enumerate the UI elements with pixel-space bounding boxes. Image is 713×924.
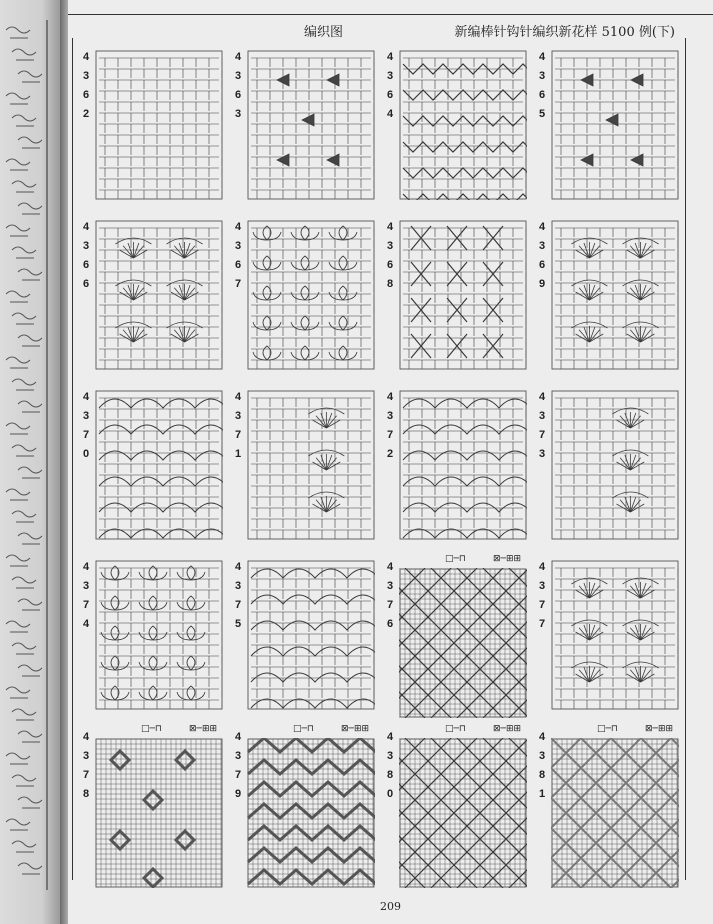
pattern-number-digit: 7 — [538, 429, 546, 441]
header-section-title: 编织图 — [304, 25, 344, 40]
pattern-number — [385, 728, 395, 804]
pattern-number — [537, 558, 547, 634]
pattern-number — [81, 728, 91, 804]
pattern-number-digit: 4 — [538, 221, 546, 233]
pattern-number-digit: 4 — [386, 391, 394, 403]
legend-open-symbol: □─⊓ — [141, 724, 162, 734]
pattern-number-digit: 4 — [234, 51, 242, 63]
pattern-number-digit: 7 — [234, 278, 242, 290]
pattern-number-digit: 3 — [538, 70, 546, 82]
pattern-number-digit: 4 — [538, 391, 546, 403]
crochet-chart — [95, 560, 223, 710]
crochet-chart — [95, 738, 223, 888]
pattern-number — [385, 218, 395, 294]
pattern-number — [233, 558, 243, 634]
pattern-4363 — [233, 44, 381, 212]
legend-filled-symbol: ⊠─⊞⊞ — [189, 724, 218, 734]
crochet-chart — [551, 560, 679, 710]
pattern-number-digit: 6 — [234, 259, 242, 271]
pattern-4374 — [81, 554, 229, 722]
pattern-number-digit: 7 — [82, 599, 90, 611]
pattern-number-digit: 7 — [234, 429, 242, 441]
pattern-number-digit: 3 — [538, 580, 546, 592]
pattern-number-digit: 1 — [234, 448, 242, 460]
pattern-number-digit: 7 — [386, 429, 394, 441]
pattern-4364 — [385, 44, 533, 212]
pattern-number-digit: 3 — [234, 410, 242, 422]
pattern-number-digit: 0 — [386, 788, 394, 800]
pattern-number-digit: 3 — [386, 240, 394, 252]
pattern-number-digit: 4 — [234, 561, 242, 573]
pattern-number-digit: 6 — [386, 259, 394, 271]
pattern-number — [537, 218, 547, 294]
pattern-number-digit: 5 — [234, 618, 242, 630]
pattern-number — [537, 48, 547, 124]
pattern-number-digit: 3 — [538, 448, 546, 460]
pattern-4371 — [233, 384, 381, 552]
crochet-chart — [95, 50, 223, 200]
pattern-number-digit: 7 — [538, 618, 546, 630]
pattern-number-digit: 6 — [538, 89, 546, 101]
pattern-4381 — [537, 724, 685, 892]
pattern-number-digit: 4 — [234, 731, 242, 743]
pattern-number-digit: 4 — [386, 108, 394, 120]
pattern-4376 — [385, 554, 533, 722]
pattern-number-digit: 3 — [538, 750, 546, 762]
pattern-4378 — [81, 724, 229, 892]
pattern-number-digit: 3 — [386, 750, 394, 762]
crochet-chart — [551, 390, 679, 540]
pattern-number-digit: 6 — [538, 259, 546, 271]
pattern-number-digit: 3 — [234, 580, 242, 592]
pattern-number-digit: 6 — [386, 89, 394, 101]
pattern-number-digit: 7 — [234, 769, 242, 781]
pattern-number-digit: 4 — [82, 221, 90, 233]
page-number: 209 — [380, 900, 401, 913]
pattern-number-digit: 6 — [82, 89, 90, 101]
pattern-number-digit: 8 — [386, 278, 394, 290]
pattern-number — [81, 388, 91, 464]
pattern-number-digit: 4 — [82, 51, 90, 63]
pattern-number-digit: 6 — [386, 618, 394, 630]
pattern-4379 — [233, 724, 381, 892]
pattern-number — [537, 388, 547, 464]
pattern-number-digit: 3 — [234, 240, 242, 252]
pattern-number-digit: 3 — [386, 70, 394, 82]
pattern-number-digit: 4 — [234, 391, 242, 403]
crochet-chart — [247, 390, 375, 540]
legend-filled-symbol: ⊠─⊞⊞ — [493, 554, 522, 564]
pattern-number-digit: 3 — [82, 240, 90, 252]
pattern-4377 — [537, 554, 685, 722]
legend-filled-symbol: ⊠─⊞⊞ — [341, 724, 370, 734]
pattern-number-digit: 4 — [386, 561, 394, 573]
crochet-chart — [95, 390, 223, 540]
pattern-4373 — [537, 384, 685, 552]
pattern-number — [233, 218, 243, 294]
pattern-number-digit: 4 — [538, 561, 546, 573]
pattern-number-digit: 9 — [538, 278, 546, 290]
pattern-number-digit: 3 — [234, 108, 242, 120]
crochet-chart — [399, 390, 527, 540]
crochet-chart — [247, 50, 375, 200]
crochet-chart — [551, 220, 679, 370]
crochet-chart — [551, 738, 679, 888]
crochet-chart — [399, 50, 527, 200]
legend-open-symbol: □─⊓ — [597, 724, 618, 734]
pattern-number-digit: 6 — [234, 89, 242, 101]
pattern-number-digit: 0 — [82, 448, 90, 460]
pattern-number-digit: 2 — [386, 448, 394, 460]
pattern-number — [81, 218, 91, 294]
pattern-number-digit: 3 — [82, 750, 90, 762]
pattern-number — [385, 558, 395, 634]
crochet-chart — [399, 220, 527, 370]
legend-open-symbol: □─⊓ — [445, 554, 466, 564]
pattern-4375 — [233, 554, 381, 722]
crochet-chart — [247, 738, 375, 888]
pattern-number — [233, 48, 243, 124]
pattern-number-digit: 3 — [386, 580, 394, 592]
pattern-number-digit: 4 — [386, 731, 394, 743]
pattern-number-digit: 3 — [538, 240, 546, 252]
crochet-chart — [399, 738, 527, 888]
pattern-number-digit: 4 — [234, 221, 242, 233]
pattern-number-digit: 3 — [82, 580, 90, 592]
pattern-4369 — [537, 214, 685, 382]
left-page-chart-fragment — [0, 0, 60, 924]
pattern-number-digit: 4 — [386, 51, 394, 63]
pattern-number-digit: 6 — [82, 278, 90, 290]
pattern-number-digit: 8 — [538, 769, 546, 781]
pattern-number-digit: 3 — [82, 70, 90, 82]
pattern-number-digit: 7 — [538, 599, 546, 611]
pattern-4368 — [385, 214, 533, 382]
pattern-number — [385, 48, 395, 124]
pattern-number-digit: 7 — [234, 599, 242, 611]
pattern-4367 — [233, 214, 381, 382]
pattern-number — [385, 388, 395, 464]
pattern-number-digit: 1 — [538, 788, 546, 800]
pattern-number — [81, 558, 91, 634]
pattern-4366 — [81, 214, 229, 382]
pattern-number-digit: 7 — [82, 769, 90, 781]
pattern-4362 — [81, 44, 229, 212]
pattern-4370 — [81, 384, 229, 552]
pattern-number-digit: 4 — [82, 561, 90, 573]
pattern-number — [233, 728, 243, 804]
legend-open-symbol: □─⊓ — [293, 724, 314, 734]
pattern-number-digit: 5 — [538, 108, 546, 120]
pattern-number-digit: 3 — [234, 70, 242, 82]
pattern-number-digit: 4 — [82, 618, 90, 630]
pattern-number — [233, 388, 243, 464]
pattern-4365 — [537, 44, 685, 212]
pattern-number-digit: 7 — [82, 429, 90, 441]
crochet-chart — [247, 560, 375, 710]
pattern-number-digit: 4 — [386, 221, 394, 233]
pattern-4380 — [385, 724, 533, 892]
pattern-number-digit: 3 — [538, 410, 546, 422]
pattern-number-digit: 4 — [538, 731, 546, 743]
header-book-title: 新编棒针钩针编织新花样 5100 例(下) — [454, 25, 675, 40]
pattern-number-digit: 2 — [82, 108, 90, 120]
pattern-number-digit: 7 — [386, 599, 394, 611]
pattern-number-digit: 9 — [234, 788, 242, 800]
pattern-number-digit: 3 — [82, 410, 90, 422]
legend-filled-symbol: ⊠─⊞⊞ — [493, 724, 522, 734]
pattern-4372 — [385, 384, 533, 552]
crochet-chart — [551, 50, 679, 200]
pattern-number-digit: 8 — [82, 788, 90, 800]
pattern-number-digit: 3 — [234, 750, 242, 762]
pattern-number-digit: 6 — [82, 259, 90, 271]
chart-frame — [72, 38, 686, 880]
crochet-chart — [247, 220, 375, 370]
legend-filled-symbol: ⊠─⊞⊞ — [645, 724, 674, 734]
pattern-number-digit: 3 — [386, 410, 394, 422]
pattern-number — [537, 728, 547, 804]
legend-open-symbol: □─⊓ — [445, 724, 466, 734]
crochet-chart — [95, 220, 223, 370]
page — [68, 0, 713, 924]
left-page-edge — [0, 0, 60, 924]
pattern-number — [81, 48, 91, 124]
pattern-number-digit: 4 — [538, 51, 546, 63]
pattern-number-digit: 8 — [386, 769, 394, 781]
crochet-chart — [399, 568, 527, 718]
pattern-number-digit: 4 — [82, 731, 90, 743]
pattern-number-digit: 4 — [82, 391, 90, 403]
